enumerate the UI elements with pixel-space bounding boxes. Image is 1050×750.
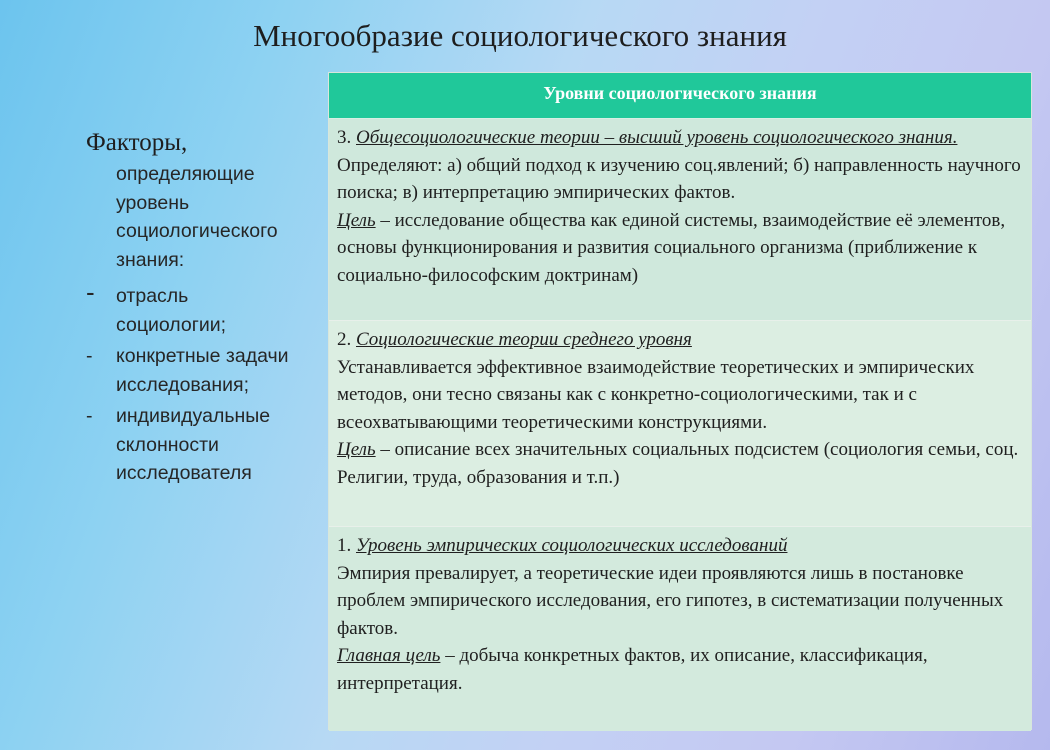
row-body: Эмпирия превалирует, а теоретические идеи проявляются лишь в постановке проблем эмпирического исследования, его гипотез, в систематизации полученных фактов. (337, 562, 1004, 639)
page-title (0, 18, 1050, 54)
list-item-line: конкретные задачи (116, 345, 289, 367)
list-item (86, 402, 326, 488)
table-row (329, 527, 1031, 731)
levels-table (328, 72, 1032, 730)
row-number: 2. (337, 329, 352, 350)
list-dash: - (86, 405, 93, 427)
row-title: Уровень эмпирических социологических исследований (356, 535, 788, 556)
list-item-line: исследователя (116, 462, 252, 484)
factors-subheading-line: определяющие (116, 163, 255, 185)
row-number: 1. (337, 535, 352, 556)
row-body: Устанавливается эффективное взаимодействие теоретических и эмпирических методов, они тесно связаны как с конкретно-социологическими, так и с всеохватывающими теоретическими конструкциями. (337, 356, 975, 433)
table-header: Уровни социологического знания (329, 73, 1031, 119)
list-dash: - (86, 345, 93, 367)
row-title: Общесоциологические теории – высший уровень социологического знания. (356, 127, 958, 148)
page-title-text: Многообразие социологического знания (253, 18, 787, 53)
row-goal-text: – добыча конкретных фактов, их описание, классификация, интерпретация. (337, 645, 928, 694)
table-row (329, 321, 1031, 527)
row-goal-label: Главная цель (337, 645, 441, 666)
factors-panel (86, 128, 326, 491)
list-item (86, 342, 326, 399)
row-number: 3. (337, 127, 352, 148)
list-item-line: социологии; (116, 313, 227, 336)
list-item-line: склонности (116, 433, 219, 456)
factors-subheading-line: уровень (116, 191, 190, 214)
row-goal-text: – описание всех значительных социальных подсистем (социология семьи, соц. Религии, труда, образования и т.п.) (337, 439, 1019, 488)
factors-heading: Факторы, (86, 129, 188, 156)
list-item-line: отрасль (116, 285, 189, 307)
factors-list (86, 277, 326, 488)
list-dash: - (86, 277, 95, 307)
row-goal-text: – исследование общества как единой системы, взаимодействие её элементов, основы функционирования и развития социального организма (приближение к социально-философским доктринам) (337, 209, 1006, 286)
list-item-line: исследования; (116, 373, 250, 396)
factors-subheading-line: социологического (116, 220, 278, 242)
factors-subheading-line: знания: (116, 248, 185, 271)
list-item (86, 277, 326, 339)
row-goal-label: Цель (337, 209, 376, 231)
row-title: Социологические теории среднего уровня (356, 329, 692, 350)
row-goal-label: Цель (337, 439, 376, 460)
list-item-line: индивидуальные (116, 405, 271, 427)
table-row (329, 119, 1031, 321)
factors-subheading (86, 160, 326, 274)
row-body: Определяют: а) общий подход к изучению соц.явлений; б) направленность научного поиска; в) интерпретацию эмпирических фактов. (337, 154, 1021, 203)
